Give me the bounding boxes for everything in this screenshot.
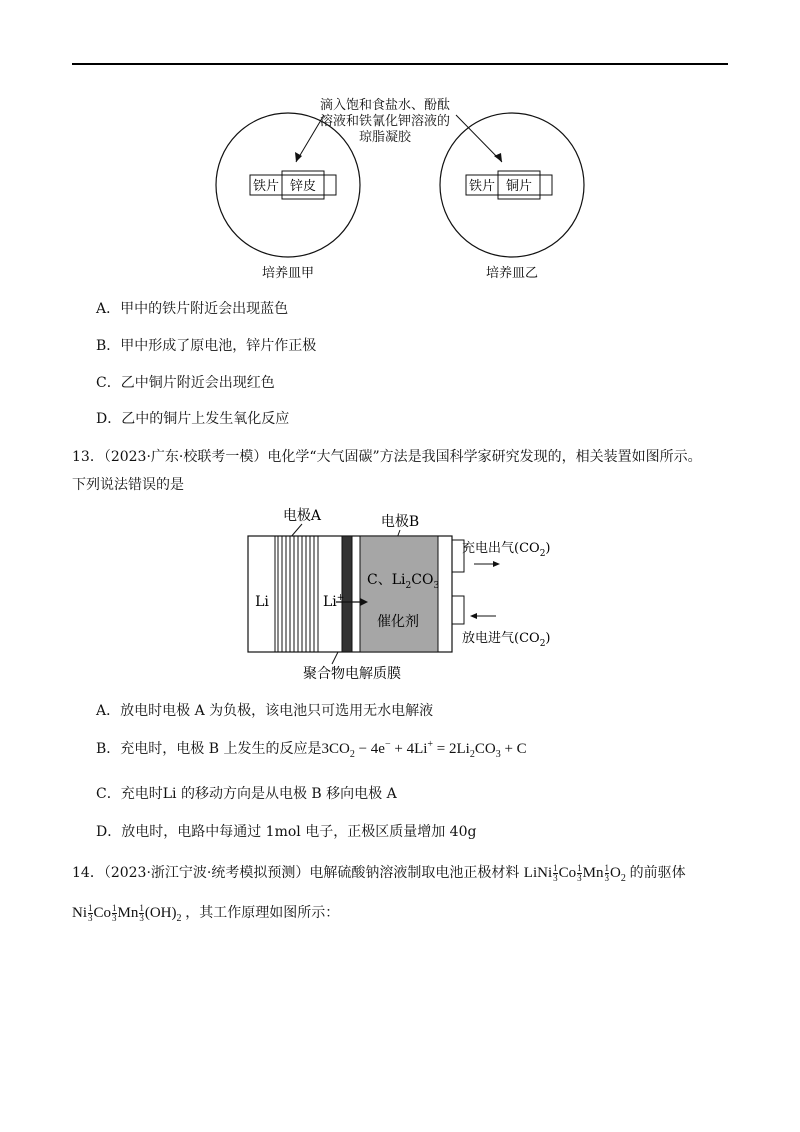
annotation-line-3: 琼脂凝胶 [358, 130, 412, 145]
q14-formula-1: LiNi $\frac{1}{3}$ Co $\frac{1}{3}$ Mn $\frac{1}{3}$ $O_2$ [523, 863, 626, 884]
charge-gas-out-label: 充电出气$(CO_2)$ [462, 541, 551, 559]
membrane-label: 聚合物电解质膜 [303, 666, 401, 682]
petri-dish-figure [200, 90, 600, 285]
li-label: Li [255, 594, 269, 610]
q13-stem-line-2: 下列说法错误的是 [72, 477, 184, 493]
q12-option-d: D．乙中的铜片上发生氧化反应 [96, 411, 290, 427]
gas-inlet-pipe [452, 596, 464, 624]
dish-b-strip-left: 铁片 [468, 179, 496, 194]
dish-b-label: 培养皿乙 [485, 266, 539, 281]
q14-formula-2: Ni $\frac{1}{3}$ Co $\frac{1}{3}$ Mn $\frac{1}{3}$ $(OH)_2$ [72, 903, 182, 924]
discharge-gas-in-label: 放电进气$(CO_2)$ [462, 631, 551, 649]
catalyst-label: 催化剂 [377, 614, 419, 630]
q12-option-c: C．乙中铜片附近会出现红色 [96, 375, 275, 391]
dish-a-label: 培养皿甲 [261, 266, 315, 281]
electrode-a-label: 电极A [282, 508, 322, 524]
chamber-contents-label: C、$Li_2CO_3$ [367, 572, 440, 591]
dish-b-strip-right: 铜片 [505, 179, 533, 194]
q14-stem-line-2: Ni $\frac{1}{3}$ Co $\frac{1}{3}$ Mn $\frac{1}{3}$ $(OH)_2$ ，其工作原理如图所示： [72, 903, 340, 924]
q12-option-b: B．甲中形成了原电池，锌片作正极 [96, 338, 317, 354]
annotation-arrow-left [296, 115, 324, 162]
q12-option-a: A．甲中的铁片附近会出现蓝色 [96, 301, 289, 317]
q13-option-d: D．放电时，电路中每通过 1mol 电子，正极区质量增加 40g [96, 824, 477, 840]
electrode-b-chamber [360, 536, 438, 652]
q13-option-b-equation: $3CO_2 - 4e^- + 4Li^+ = 2Li_2CO_3 + C$ [321, 739, 527, 760]
annotation-text [320, 97, 450, 145]
li-ion-label: Li+ [323, 593, 345, 610]
annotation-line-2: 溶液和铁氰化钾溶液的 [319, 114, 451, 129]
header-rule [72, 63, 728, 65]
dish-a-strip-left: 铁片 [252, 179, 280, 194]
q13-stem-line-1: 13．（2023·广东·校联考一模）电化学“大气固碳”方法是我国科学家研究发现的，相关装置如图所示。 [72, 449, 702, 465]
dish-a-strip-right: 锌皮 [289, 179, 317, 194]
q13-option-a: A．放电时电极 A 为负极，该电池只可选用无水电解液 [96, 703, 434, 719]
q13-option-c: C．充电时Li 的移动方向是从电极 B 移向电极 A [96, 786, 397, 802]
electrode-b-label: 电极B [380, 514, 420, 530]
q14-stem-line-1: 14．（2023·浙江宁波·统考模拟预测）电解硫酸钠溶液制取电池正极材料 LiNi $\frac{1}{3}$ Co $\frac{1}{3}$ Mn $\frac{1}{3}$ $O_2$ 的前驱体 [72, 863, 686, 884]
q13-option-b: B．充电时，电极 B 上发生的反应是$3CO_2 - 4e^- + 4Li^+ = 2Li_2CO_3 + C$ [96, 739, 527, 760]
annotation-line-1: 滴入饱和食盐水、酚酞 [319, 98, 451, 113]
battery-figure [240, 500, 580, 685]
annotation-arrow-right [456, 115, 502, 162]
